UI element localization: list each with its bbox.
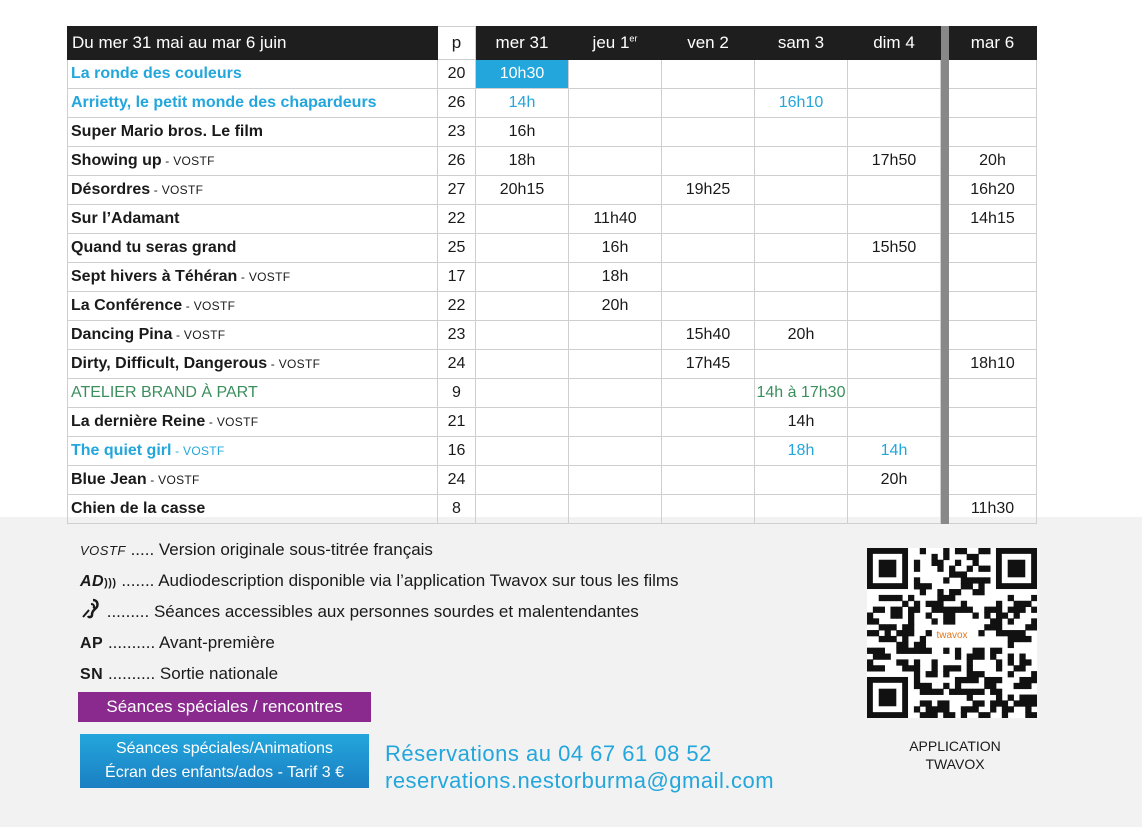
- qr-brand-text: twavox: [936, 630, 968, 641]
- page-number: 22: [438, 205, 476, 234]
- film-row: [68, 321, 1037, 350]
- showtime-cell: [476, 379, 569, 408]
- film-row: [68, 89, 1037, 118]
- showtime-cell: [949, 234, 1037, 263]
- page-number: 17: [438, 263, 476, 292]
- page-number: 8: [438, 495, 476, 524]
- showtime-cell: 18h: [476, 147, 569, 176]
- showtime-cell: [569, 89, 662, 118]
- showtime-cell: 10h30: [476, 60, 569, 89]
- legend-row-ad: AD))) ....... Audiodescription disponible via l’application Twavox sur tous les films: [80, 571, 679, 590]
- showtime-cell: [848, 321, 941, 350]
- showtime-cell: [476, 437, 569, 466]
- showtime-cell: [662, 147, 755, 176]
- film-title: Dancing Pina - VOSTF: [68, 321, 438, 350]
- showtime-cell: [476, 495, 569, 524]
- week-separator: [941, 118, 949, 147]
- week-separator: [941, 205, 949, 234]
- week-separator: [941, 466, 949, 495]
- showtime-cell: [476, 466, 569, 495]
- showtime-cell: [949, 379, 1037, 408]
- showtime-cell: [662, 292, 755, 321]
- showtime-cell: [476, 350, 569, 379]
- showtime-cell: [662, 234, 755, 263]
- film-title: La Conférence - VOSTF: [68, 292, 438, 321]
- showtime-cell: [949, 60, 1037, 89]
- showtime-cell: [949, 437, 1037, 466]
- day-header: dim 4: [848, 27, 941, 60]
- period-header: Du mer 31 mai au mar 6 juin: [68, 27, 438, 60]
- film-row: [68, 408, 1037, 437]
- legend-key: AP: [80, 635, 104, 652]
- page-number: 27: [438, 176, 476, 205]
- film-title: Chien de la casse: [68, 495, 438, 524]
- film-title: Showing up - VOSTF: [68, 147, 438, 176]
- showtime-cell: [848, 176, 941, 205]
- day-header: sam 3: [755, 27, 848, 60]
- special-screenings-tag: Séances spéciales / rencontres: [78, 692, 371, 722]
- reservations: [385, 740, 774, 794]
- showtime-cell: 20h: [569, 292, 662, 321]
- legend-text: Séances accessibles aux personnes sourdes et malentendantes: [153, 602, 639, 621]
- audiodescription-icon: AD))): [80, 573, 117, 590]
- showtime-cell: [476, 205, 569, 234]
- showtime-cell: [949, 118, 1037, 147]
- showtime-cell: [848, 205, 941, 234]
- showtime-cell: [569, 147, 662, 176]
- week-separator: [941, 495, 949, 524]
- showtime-cell: [662, 60, 755, 89]
- showtime-cell: [755, 147, 848, 176]
- showtime-cell: 14h15: [949, 205, 1037, 234]
- legend-key: SN: [80, 666, 104, 683]
- showtime-cell: [662, 466, 755, 495]
- week-separator: [941, 60, 949, 89]
- showtime-cell: [662, 205, 755, 234]
- legend-row-ap: AP .......... Avant-première: [80, 633, 275, 652]
- week-separator: [941, 321, 949, 350]
- film-row: [68, 292, 1037, 321]
- showtime-cell: [848, 118, 941, 147]
- showtime-cell: [476, 234, 569, 263]
- page-header: p: [438, 27, 476, 60]
- showtime-cell: [848, 379, 941, 408]
- showtime-cell: [848, 292, 941, 321]
- page-number: 23: [438, 118, 476, 147]
- showtime-cell: 16h: [476, 118, 569, 147]
- film-title: ATELIER BRAND À PART: [68, 379, 438, 408]
- week-separator: [941, 234, 949, 263]
- showtime-cell: [476, 321, 569, 350]
- showtime-cell: [569, 350, 662, 379]
- showtime-cell: [949, 292, 1037, 321]
- film-row: [68, 234, 1037, 263]
- showtime-cell: [662, 118, 755, 147]
- showtime-cell: [662, 89, 755, 118]
- day-header: jeu 1er: [569, 27, 662, 60]
- page-number: 22: [438, 292, 476, 321]
- week-separator: [941, 176, 949, 205]
- showtime-cell: 20h: [755, 321, 848, 350]
- showtime-cell: [569, 466, 662, 495]
- showtime-cell: [662, 437, 755, 466]
- showtime-cell: [662, 379, 755, 408]
- showtime-cell: [569, 60, 662, 89]
- showtime-cell: 14h: [476, 89, 569, 118]
- showtime-cell: 18h10: [949, 350, 1037, 379]
- film-title: La ronde des couleurs: [68, 60, 438, 89]
- film-row: [68, 350, 1037, 379]
- week-separator: [941, 89, 949, 118]
- page-number: 16: [438, 437, 476, 466]
- showtime-cell: 16h: [569, 234, 662, 263]
- qr-code[interactable]: [867, 548, 1037, 718]
- showtime-cell: 18h: [569, 263, 662, 292]
- showtime-cell: [755, 205, 848, 234]
- showtime-cell: [662, 495, 755, 524]
- showtime-cell: 15h50: [848, 234, 941, 263]
- legend-row-vostf: VOSTF ..... Version originale sous-titrée français: [80, 540, 433, 559]
- page-number: 26: [438, 89, 476, 118]
- showtime-cell: [476, 292, 569, 321]
- showtime-cell: [949, 321, 1037, 350]
- legend-text: Audiodescription disponible via l’application Twavox sur tous les films: [158, 571, 679, 590]
- film-row: [68, 437, 1037, 466]
- film-row: [68, 176, 1037, 205]
- showtime-cell: [662, 408, 755, 437]
- legend-key: VOSTF: [80, 543, 126, 558]
- qr-label: APPLICATION TWAVOX: [909, 738, 1001, 772]
- showtime-cell: [949, 263, 1037, 292]
- film-row: [68, 205, 1037, 234]
- week-separator: [941, 350, 949, 379]
- showtime-cell: [476, 408, 569, 437]
- showtime-cell: [569, 176, 662, 205]
- legend-text: Version originale sous-titrée français: [158, 540, 433, 559]
- film-title: Sept hivers à Téhéran - VOSTF: [68, 263, 438, 292]
- showtime-cell: 17h45: [662, 350, 755, 379]
- showtime-cell: 16h10: [755, 89, 848, 118]
- day-header: mar 6: [949, 27, 1037, 60]
- showtime-cell: [848, 89, 941, 118]
- showtime-cell: [848, 263, 941, 292]
- showtime-cell: [949, 89, 1037, 118]
- day-header: mer 31: [476, 27, 569, 60]
- film-row: [68, 495, 1037, 524]
- reservation-phone[interactable]: Réservations au 04 67 61 08 52: [385, 741, 712, 766]
- film-row: [68, 147, 1037, 176]
- showtime-cell: [569, 379, 662, 408]
- showtime-cell: [569, 408, 662, 437]
- showtime-cell: 18h: [755, 437, 848, 466]
- day-header: ven 2: [662, 27, 755, 60]
- legend-text: Sortie nationale: [159, 664, 279, 683]
- showtime-cell: [848, 350, 941, 379]
- legend-row-sn: SN .......... Sortie nationale: [80, 664, 279, 683]
- page-number: 24: [438, 350, 476, 379]
- reservation-email[interactable]: reservations.nestorburma@gmail.com: [385, 768, 775, 793]
- showtime-cell: 11h30: [949, 495, 1037, 524]
- film-title: Arrietty, le petit monde des chapardeurs: [68, 89, 438, 118]
- showtime-cell: 20h: [949, 147, 1037, 176]
- showtime-cell: [569, 437, 662, 466]
- hearing-assist-icon: [80, 597, 102, 629]
- showtime-cell: [569, 321, 662, 350]
- week-separator: [941, 292, 949, 321]
- film-title: Sur l’Adamant: [68, 205, 438, 234]
- showtime-cell: [755, 263, 848, 292]
- showtime-cell: 19h25: [662, 176, 755, 205]
- showtime-cell: [848, 408, 941, 437]
- showtime-cell: 17h50: [848, 147, 941, 176]
- showtime-cell: 16h20: [949, 176, 1037, 205]
- showtime-cell: 20h: [848, 466, 941, 495]
- showtime-cell: [476, 263, 569, 292]
- animations-tag: Séances spéciales/Animations Écran des enfants/ados - Tarif 3 €: [80, 734, 369, 788]
- page-number: 25: [438, 234, 476, 263]
- showtime-cell: 15h40: [662, 321, 755, 350]
- showtime-cell: [755, 350, 848, 379]
- week-separator: [941, 437, 949, 466]
- showtime-cell: 14h: [755, 408, 848, 437]
- week-separator: [941, 408, 949, 437]
- showtime-cell: [662, 263, 755, 292]
- film-title: Désordres - VOSTF: [68, 176, 438, 205]
- film-row: [68, 263, 1037, 292]
- page-number: 24: [438, 466, 476, 495]
- showtime-cell: [755, 176, 848, 205]
- schedule-table: [67, 26, 1037, 524]
- showtime-cell: 20h15: [476, 176, 569, 205]
- showtime-cell: 11h40: [569, 205, 662, 234]
- showtime-cell: [848, 60, 941, 89]
- showtime-cell: [755, 60, 848, 89]
- showtime-cell: [848, 495, 941, 524]
- showtime-cell: [569, 495, 662, 524]
- legend-row-hearing: ......... Séances accessibles aux personnes sourdes et malentendantes: [80, 596, 679, 627]
- page-number: 20: [438, 60, 476, 89]
- week-separator: [941, 263, 949, 292]
- showtime-cell: 14h: [848, 437, 941, 466]
- showtime-cell: [949, 408, 1037, 437]
- film-title: Quand tu seras grand: [68, 234, 438, 263]
- showtime-cell: [755, 495, 848, 524]
- page-number: 21: [438, 408, 476, 437]
- week-separator: [941, 27, 949, 60]
- film-title: Dirty, Difficult, Dangerous - VOSTF: [68, 350, 438, 379]
- showtime-cell: 14h à 17h30: [755, 379, 848, 408]
- schedule-header-row: [68, 27, 1037, 60]
- showtime-cell: [755, 118, 848, 147]
- film-title: Blue Jean - VOSTF: [68, 466, 438, 495]
- legend: [80, 534, 679, 689]
- showtime-cell: [755, 292, 848, 321]
- legend-text: Avant-première: [158, 633, 275, 652]
- showtime-cell: [755, 466, 848, 495]
- page-number: 26: [438, 147, 476, 176]
- film-title: Super Mario bros. Le film: [68, 118, 438, 147]
- page-number: 9: [438, 379, 476, 408]
- film-row: [68, 466, 1037, 495]
- film-row: [68, 60, 1037, 89]
- film-title: The quiet girl - VOSTF: [68, 437, 438, 466]
- film-row: [68, 379, 1037, 408]
- week-separator: [941, 379, 949, 408]
- film-row: [68, 118, 1037, 147]
- showtime-cell: [569, 118, 662, 147]
- showtime-cell: [755, 234, 848, 263]
- showtime-cell: [949, 466, 1037, 495]
- film-title: La dernière Reine - VOSTF: [68, 408, 438, 437]
- page-number: 23: [438, 321, 476, 350]
- week-separator: [941, 147, 949, 176]
